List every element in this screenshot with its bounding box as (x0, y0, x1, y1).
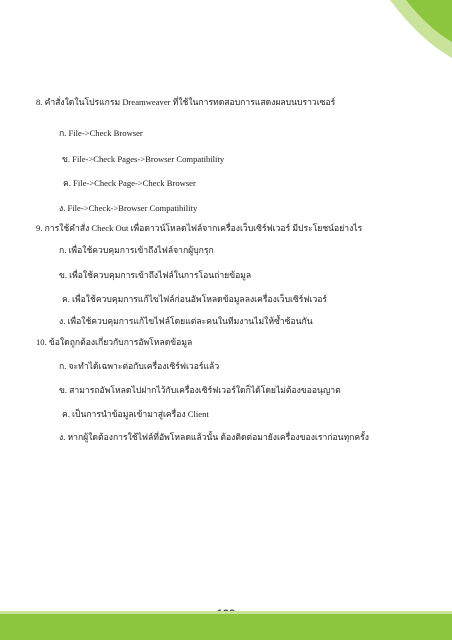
q10-option-c: ค. เป็นการนำข้อมูลเข้ามาสู่เครื่อง Client (62, 409, 209, 419)
question-8: 8. คำสั่งใดในโปรแกรม Dreamweaver ที่ใช้ในการทดสอบการแสดงผลบนบราวเซอร์ (36, 97, 336, 107)
q8-option-a: ก. File->Check Browser (59, 128, 143, 138)
q9-option-d: ง. เพื่อใช้ควบคุมการแก้ไขไฟล์โดยแต่ละคนในทีมงานไม่ให้ซ้ำซ้อนกัน (59, 316, 313, 326)
q10-option-a: ก. จะทำได้เฉพาะต่อกับเครื่องเซิร์ฟเวอร์แล้ว (59, 361, 220, 371)
footer-bar (0, 614, 452, 640)
q8-option-c: ค. File->Check Page->Check Browser (63, 178, 196, 188)
corner-decoration (362, 0, 452, 70)
q9-option-a: ก. เพื่อใช้ควบคุมการเข้าถึงไฟล์จากผู้บุกรุก (59, 245, 214, 255)
question-9: 9. การใช้คำสั่ง Check Out เพื่อดาวน์โหลดไฟล์จากเครื่องเว็บเซิร์ฟเวอร์ มีประโยชน์อย่างไร (36, 223, 363, 233)
q10-option-b: ข. สามารถอัพโหลดไปฝากไว้กับเครื่องเซิร์ฟเวอร์ใดก็ได้โดยไม่ต้องขออนุญาต (59, 385, 341, 395)
q9-option-c: ค. เพื่อใช้ควบคุมการแก้ไขไฟล์ก่อนอัพโหลดข้อมูลลงเครื่องเว็บเซิร์ฟเวอร์ (62, 294, 328, 304)
q8-option-b: ข. File->Check Pages->Browser Compatibility (62, 154, 225, 164)
q10-option-d: ง. หากผู้ใดต้องการใช้ไฟล์ที่อัพโหลดแล้วนั้น ต้องติดต่อมายังเครื่องของเราก่อนทุกครั้ง (59, 432, 369, 442)
q8-option-d: ง. File->Check->Browser Compatibility (59, 203, 198, 213)
q9-option-b: ข. เพื่อใช้ควบคุมการเข้าถึงไฟล์ในการโอนถ่ายข้อมูล (59, 270, 252, 280)
question-10: 10. ข้อใดถูกต้องเกี่ยวกับการอัพโหลดข้อมูล (36, 337, 193, 347)
